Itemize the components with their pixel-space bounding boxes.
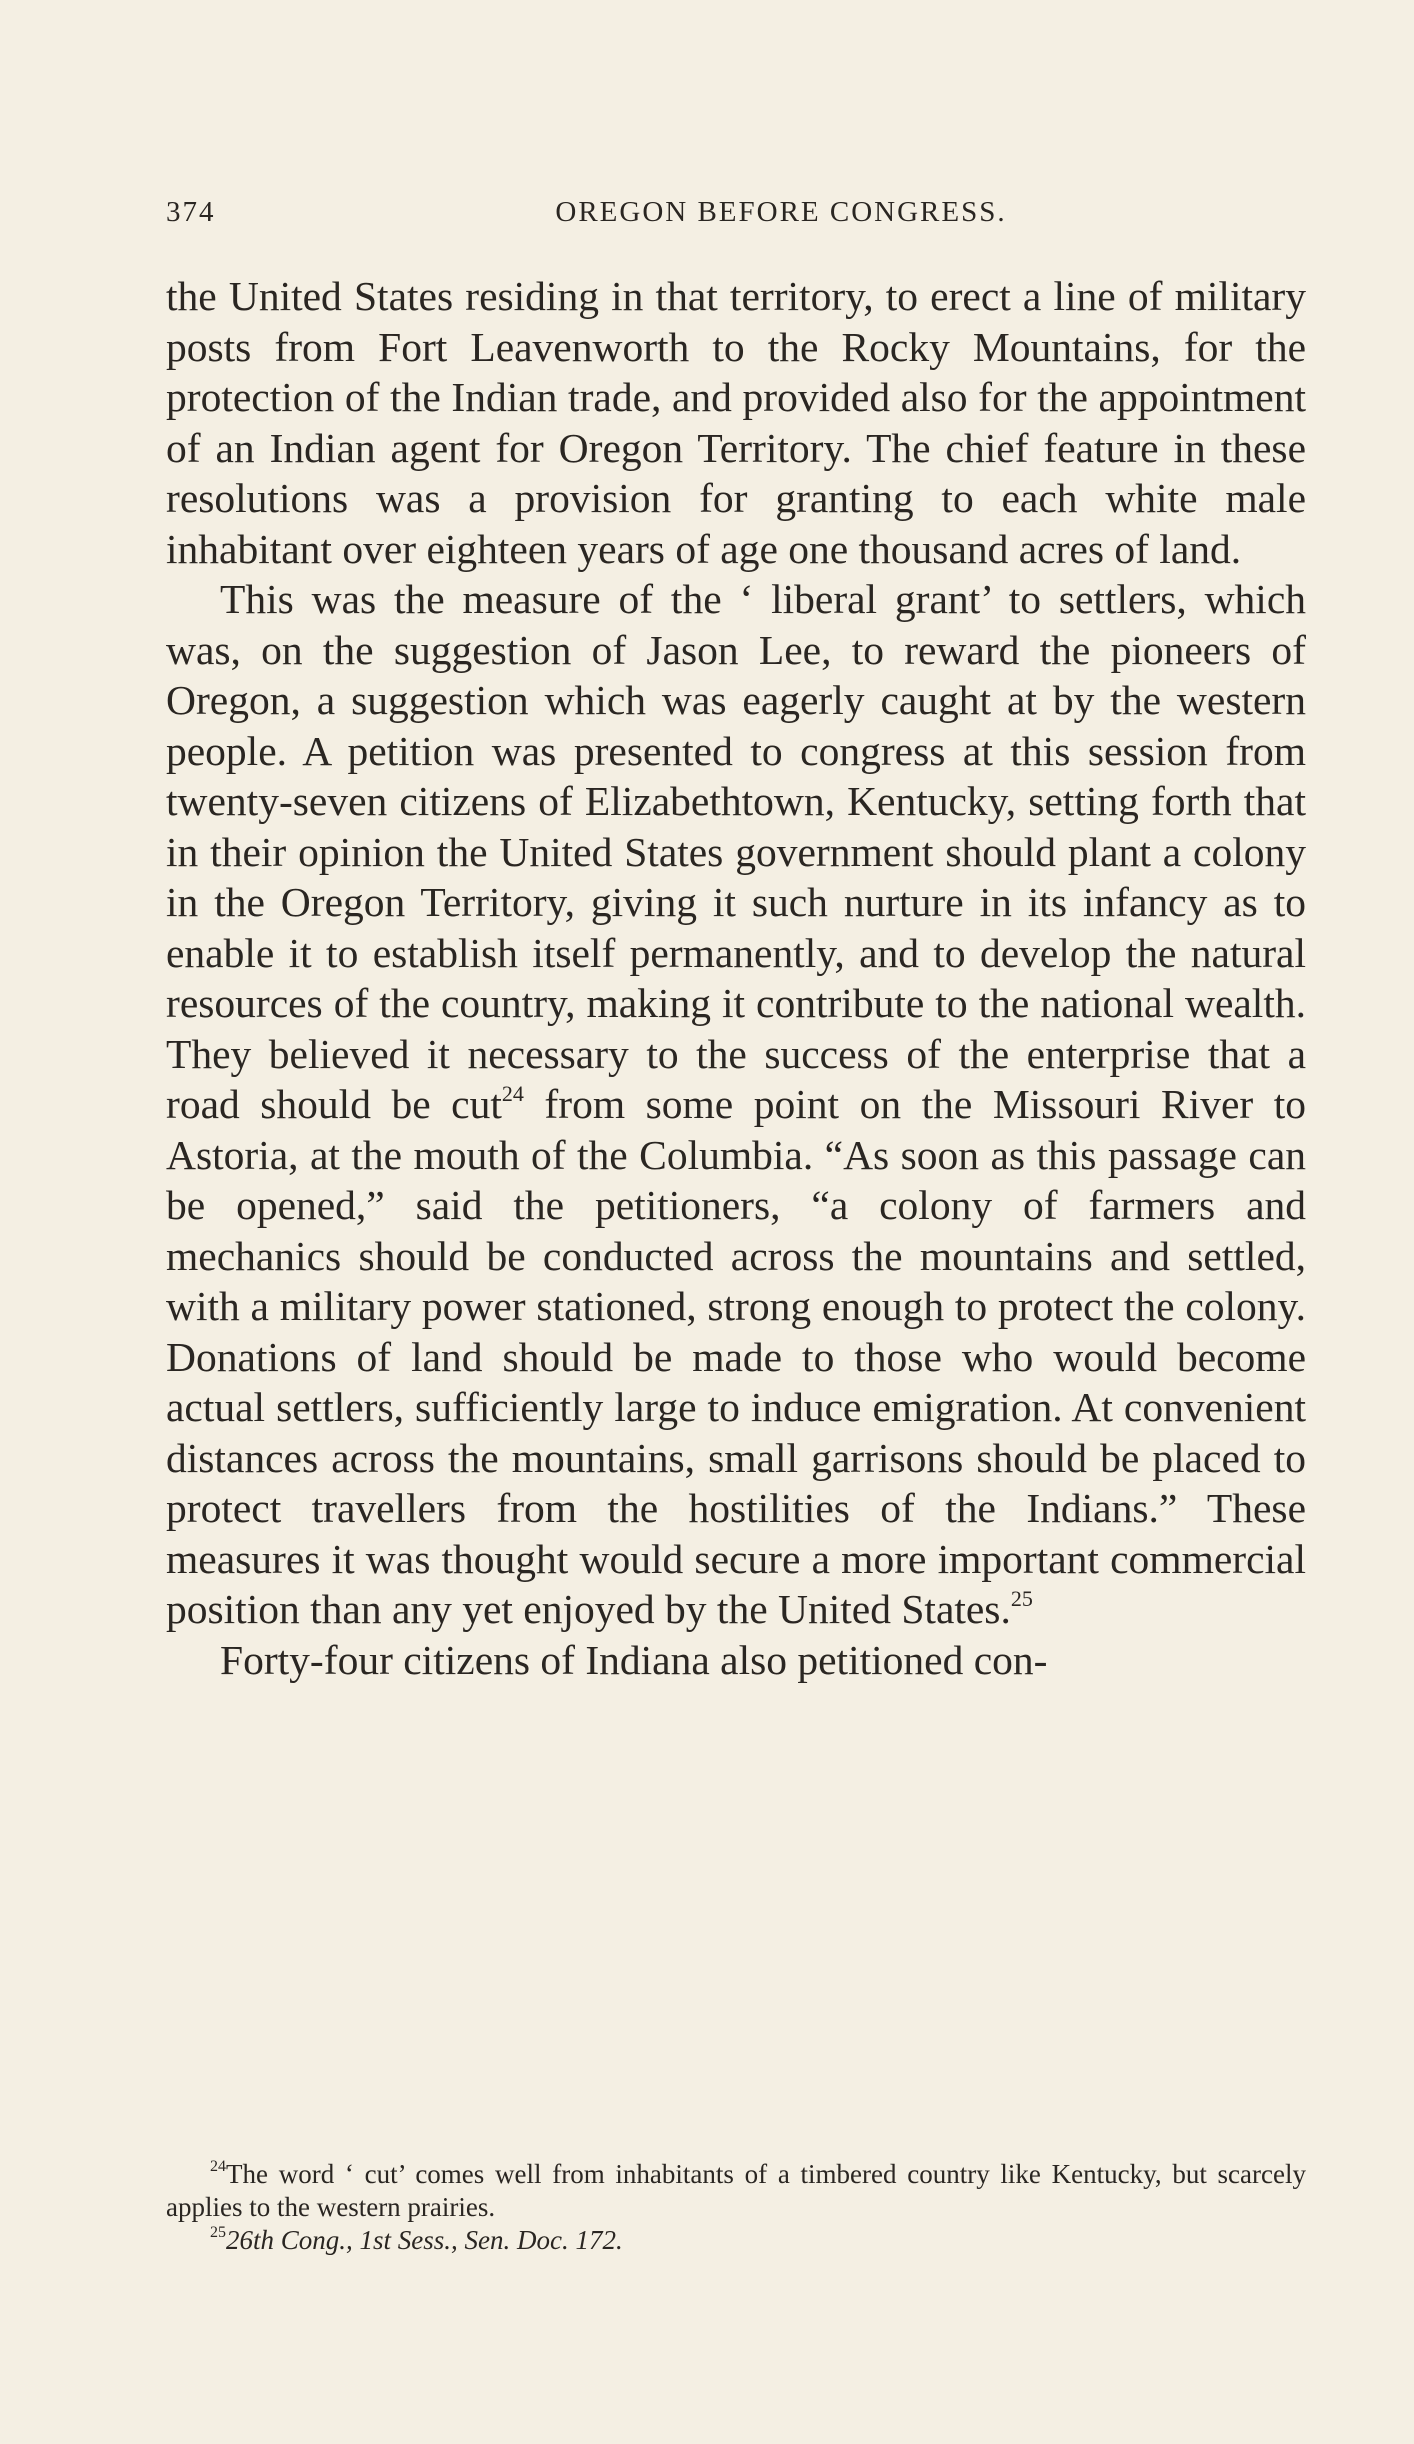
footnotes — [166, 2158, 1306, 2257]
paragraph-2-text-b: from some point on the Missouri River to Astoria, at the mouth of the Columbia. “As soon as this passage can be opened,” said the petitioners, “a colony of farmers and mechanics should be conducted across the mountains and settled, with a military power stationed, strong enough to protect the colony. Donations of land should be made to those who would become actual settlers, sufficiently large to induce emigration. At convenient distances across the mountains, small garrisons should be placed to protect travellers from the hostilities of the Indians.” These measures it was thought would secure a more important commercial position than any yet enjoyed by the United States. — [166, 1081, 1306, 1632]
main-text — [166, 271, 1306, 1685]
paragraph-2-text-a: This was the measure of the ‘ liberal grant’ to settlers, which was, on the suggestion of Jason Lee, to reward the pioneers of Oregon, a suggestion which was eagerly caught at by the western people. A petition was presented to congress at this session from twenty-seven citizens of Elizabethtown, Kentucky, setting forth that in their opinion the United States government should plant a colony in the Oregon Territory, giving it such nurture in its infancy as to enable it to establish itself permanently, and to develop the natural resources of the country, making it contribute to the national wealth. They believed it necessary to the success of the enterprise that a road should be cut — [166, 576, 1306, 1127]
footnote-ref-25: 25 — [1010, 1586, 1033, 1611]
footnote-25 — [166, 2224, 1306, 2257]
footnote-24 — [166, 2158, 1306, 2224]
running-title: OREGON BEFORE CONGRESS. — [555, 196, 1007, 228]
paragraph-1-text: the United States residing in that territory, to erect a line of military posts from Fort Leavenworth to the Rocky Mountains, for the protection of the Indian trade, and provided also for the appointment of an Indian agent for Oregon Territory. The chief feature in these resolutions was a provision for granting to each white male inhabitant over eighteen years of age one thousand acres of land. — [166, 273, 1306, 572]
paragraph-2 — [166, 574, 1306, 1635]
page-header — [166, 196, 1306, 236]
footnote-number-24: 24 — [210, 2158, 226, 2175]
paragraph-1 — [166, 271, 1306, 574]
paragraph-3-text: Forty-four citizens of Indiana also petitioned con- — [220, 1636, 1048, 1683]
paragraph-3 — [166, 1635, 1306, 1686]
footnote-25-text: 26th Cong., 1st Sess., Sen. Doc. 172. — [226, 2225, 623, 2255]
page-number: 374 — [166, 196, 216, 228]
footnote-ref-24: 24 — [501, 1081, 524, 1106]
footnote-24-text: The word ‘ cut’ comes well from inhabitants of a timbered country like Kentucky, but scarcely applies to the western prairies. — [166, 2159, 1306, 2222]
footnote-number-25: 25 — [210, 2224, 226, 2241]
